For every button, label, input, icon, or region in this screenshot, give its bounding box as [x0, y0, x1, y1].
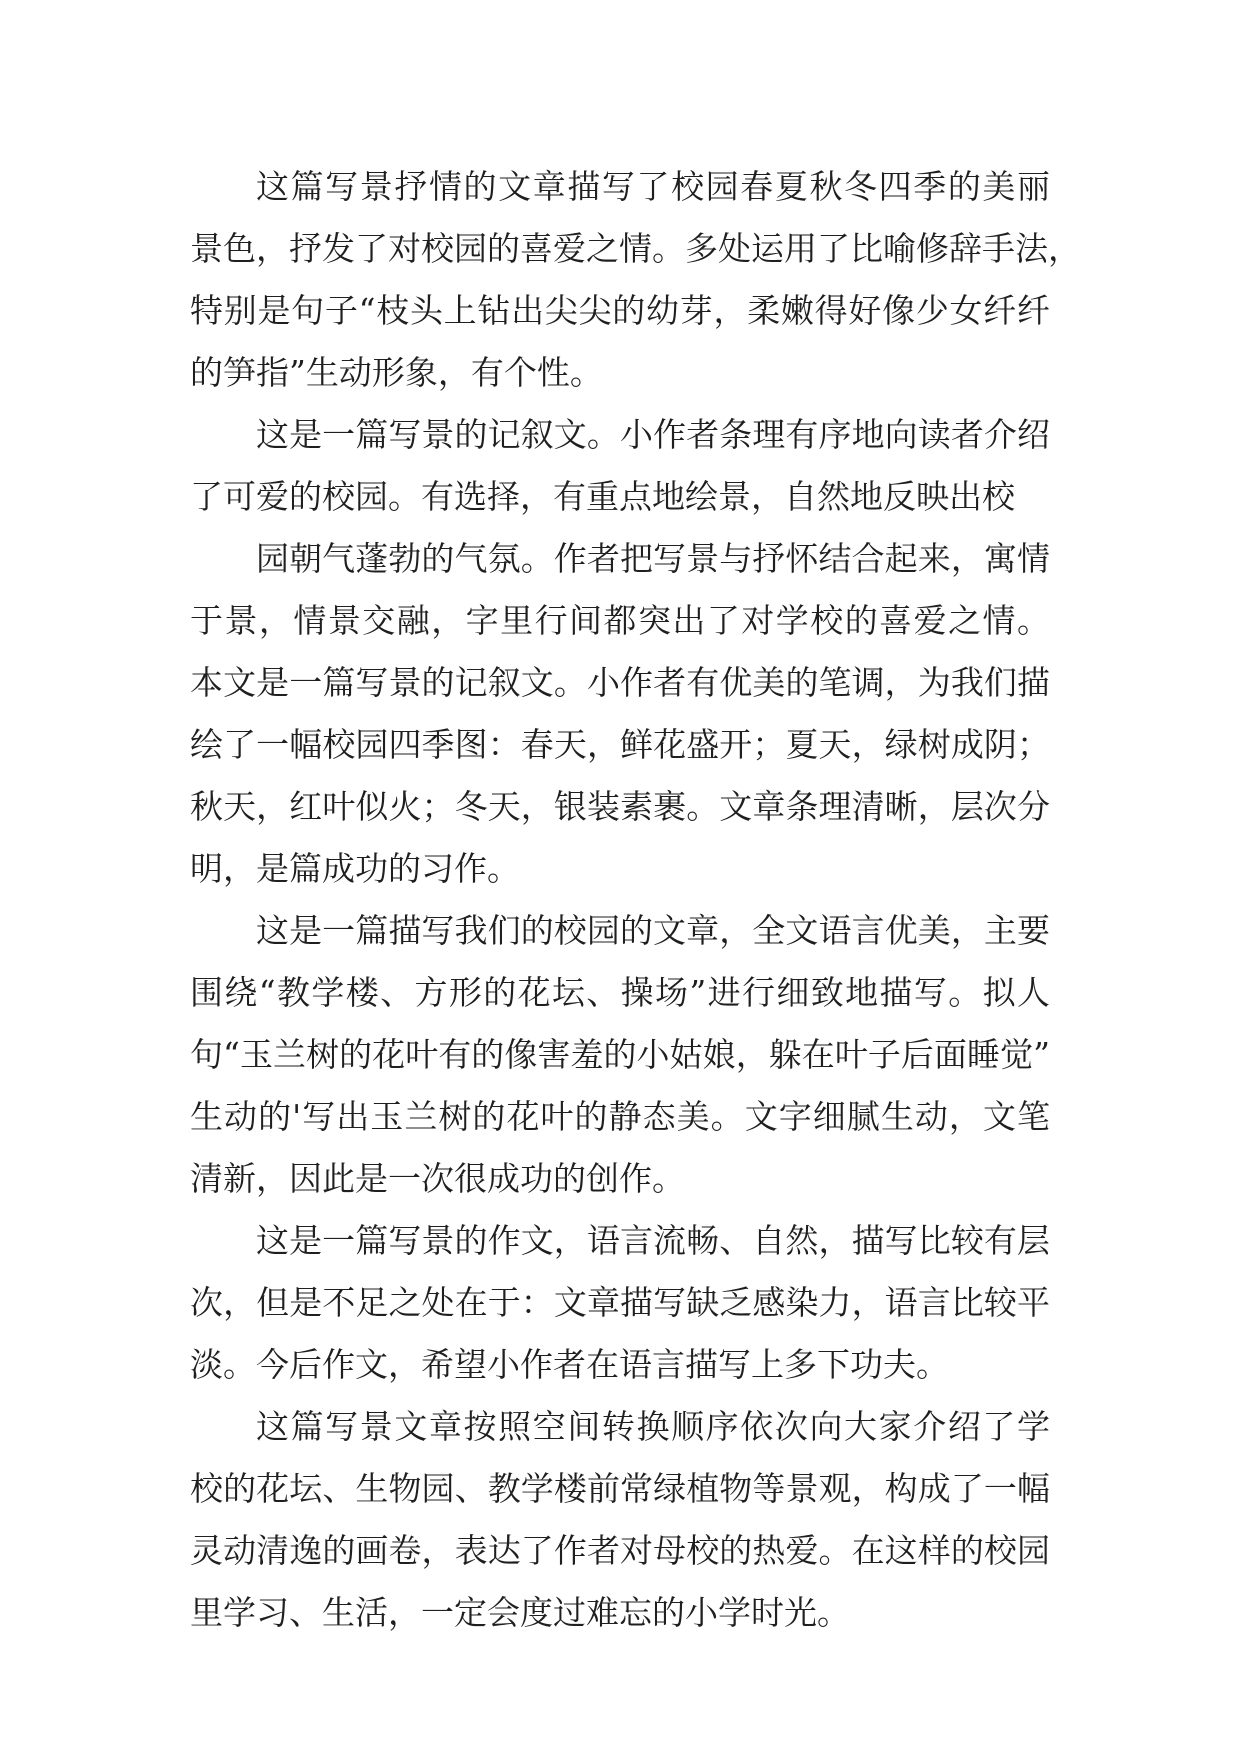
text-line: 里学习、生活，一定会度过难忘的小学时光。	[190, 1593, 850, 1632]
text-line: 秋天，红叶似火；冬天，银装素裹。文章条理清晰，层次分	[190, 787, 1050, 826]
text-line: 校的花坛、生物园、教学楼前常绿植物等景观，构成了一幅	[190, 1469, 1050, 1508]
text-line: 景色，抒发了对校园的喜爱之情。多处运用了比喻修辞手法，	[190, 229, 1081, 268]
paragraph	[190, 900, 1050, 1210]
paragraph	[190, 528, 1050, 900]
text-line: 灵动清逸的画卷，表达了作者对母校的热爱。在这样的校园	[190, 1531, 1050, 1570]
text-line: 于景，情景交融，字里行间都突出了对学校的喜爱之情。	[190, 601, 1050, 640]
paragraph	[190, 1396, 1050, 1644]
text-line: 这是一篇描写我们的校园的文章，全文语言优美，主要	[256, 911, 1050, 950]
text-line: 的笋指”生动形象，有个性。	[190, 353, 603, 392]
document-body	[190, 156, 1081, 1644]
text-line: 这是一篇写景的作文，语言流畅、自然，描写比较有层	[256, 1221, 1050, 1260]
text-line: 句“玉兰树的花叶有的像害羞的小姑娘，躲在叶子后面睡觉”	[190, 1035, 1050, 1074]
paragraph	[190, 1210, 1050, 1396]
text-line: 绘了一幅校园四季图：春天，鲜花盛开；夏天，绿树成阴；	[190, 725, 1050, 764]
text-line: 特别是句子“枝头上钻出尖尖的幼芽，柔嫩得好像少女纤纤	[190, 291, 1050, 330]
text-line: 了可爱的校园。有选择，有重点地绘景，自然地反映出校	[190, 477, 1015, 516]
text-line: 园朝气蓬勃的气氛。作者把写景与抒怀结合起来，寓情	[256, 539, 1050, 578]
text-line: 明，是篇成功的习作。	[190, 849, 520, 888]
text-line: 生动的'写出玉兰树的花叶的静态美。文字细腻生动，文笔	[190, 1097, 1050, 1136]
text-line: 这是一篇写景的记叙文。小作者条理有序地向读者介绍	[256, 415, 1050, 454]
text-line: 这篇写景抒情的文章描写了校园春夏秋冬四季的美丽	[256, 167, 1050, 206]
paragraph	[190, 156, 1081, 404]
text-line: 围绕“教学楼、方形的花坛、操场”进行细致地描写。拟人	[190, 973, 1050, 1012]
text-line: 本文是一篇写景的记叙文。小作者有优美的笔调，为我们描	[190, 663, 1050, 702]
text-line: 次，但是不足之处在于：文章描写缺乏感染力，语言比较平	[190, 1283, 1050, 1322]
text-line: 淡。今后作文，希望小作者在语言描写上多下功夫。	[190, 1345, 949, 1384]
text-line: 清新，因此是一次很成功的创作。	[190, 1159, 685, 1198]
text-line: 这篇写景文章按照空间转换顺序依次向大家介绍了学	[256, 1407, 1050, 1446]
paragraph	[190, 404, 1050, 528]
